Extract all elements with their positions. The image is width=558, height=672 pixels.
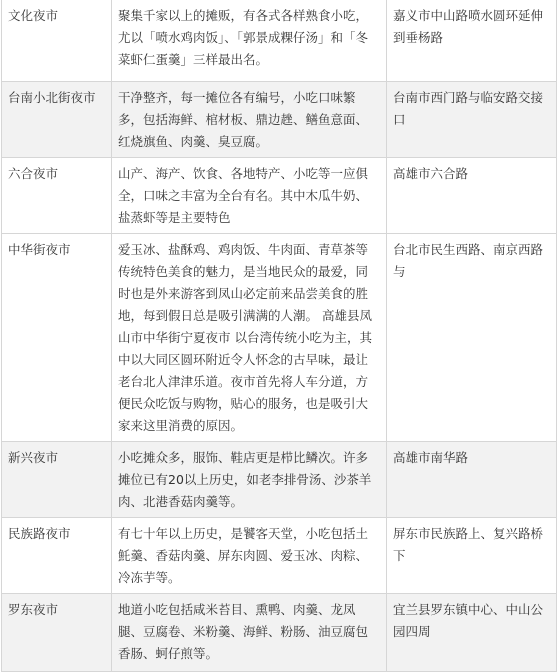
market-name: 六合夜市: [2, 158, 112, 234]
table-row: [2, 594, 557, 672]
table-row: [2, 442, 557, 518]
table-row: [2, 0, 557, 82]
table-row: [2, 518, 557, 594]
market-name: 台南小北街夜市: [2, 82, 112, 158]
market-description: 地道小吃包括咸米苔目、熏鸭、肉羹、龙凤腿、豆腐卷、米粉羹、海鲜、粉肠、油豆腐包香肠、蚵仔煎等。: [112, 594, 387, 672]
night-market-table: [1, 0, 557, 672]
market-name: 民族路夜市: [2, 518, 112, 594]
market-address: 台北市民生西路、南京西路与: [387, 234, 557, 442]
market-description: 有七十年以上历史，是饕客天堂，小吃包括土魠羹、香菇肉羹、屏东肉圆、爱玉冰、肉粽、冷冻芋等。: [112, 518, 387, 594]
market-description: 山产、海产、饮食、各地特产、小吃等一应俱全，口味之丰富为全台有名。其中木瓜牛奶、盐蒸虾等是主要特色: [112, 158, 387, 234]
market-address: 台南市西门路与临安路交接口: [387, 82, 557, 158]
table-row: [2, 158, 557, 234]
market-address: 宜兰县罗东镇中心、中山公园四周: [387, 594, 557, 672]
table-row: [2, 234, 557, 442]
market-name: 罗东夜市: [2, 594, 112, 672]
market-name: 中华街夜市: [2, 234, 112, 442]
market-address: 高雄市六合路: [387, 158, 557, 234]
market-description: 爱玉冰、盐酥鸡、鸡肉饭、牛肉面、青草茶等传统特色美食的魅力，是当地民众的最爱，同时也是外来游客到凤山必定前来品尝美食的胜地，每到假日总是吸引满满的人潮。 高雄县凤山市中华街宁夏夜市 以台湾传统小吃为主，其中以大同区圆环附近令人怀念的古早味，最让老台北人津津乐道。夜市首先将人车分道，方便民众吃饭与购物，贴心的服务，也是吸引大家来这里消费的原因。: [112, 234, 387, 442]
table-row: [2, 82, 557, 158]
market-description: 小吃摊众多，服饰、鞋店更是栉比鳞次。许多摊位已有20以上历史，如老李排骨汤、沙茶羊肉、北港香菇肉羹等。: [112, 442, 387, 518]
market-description: 干净整齐，每一摊位各有编号，小吃口味繁多，包括海鲜、棺材板、鼎边趖、鳝鱼意面、红烧旗鱼、肉羹、臭豆腐。: [112, 82, 387, 158]
market-name: 新兴夜市: [2, 442, 112, 518]
market-description: 聚集千家以上的摊贩，有各式各样熟食小吃，尤以「喷水鸡肉饭」、「郭景成粿仔汤」和「冬菜虾仁蛋羹」三样最出名。: [112, 0, 387, 82]
market-address: 嘉义市中山路喷水圆环延伸到垂杨路: [387, 0, 557, 82]
market-address: 高雄市南华路: [387, 442, 557, 518]
market-address: 屏东市民族路上、复兴路桥下: [387, 518, 557, 594]
market-name: 文化夜市: [2, 0, 112, 82]
